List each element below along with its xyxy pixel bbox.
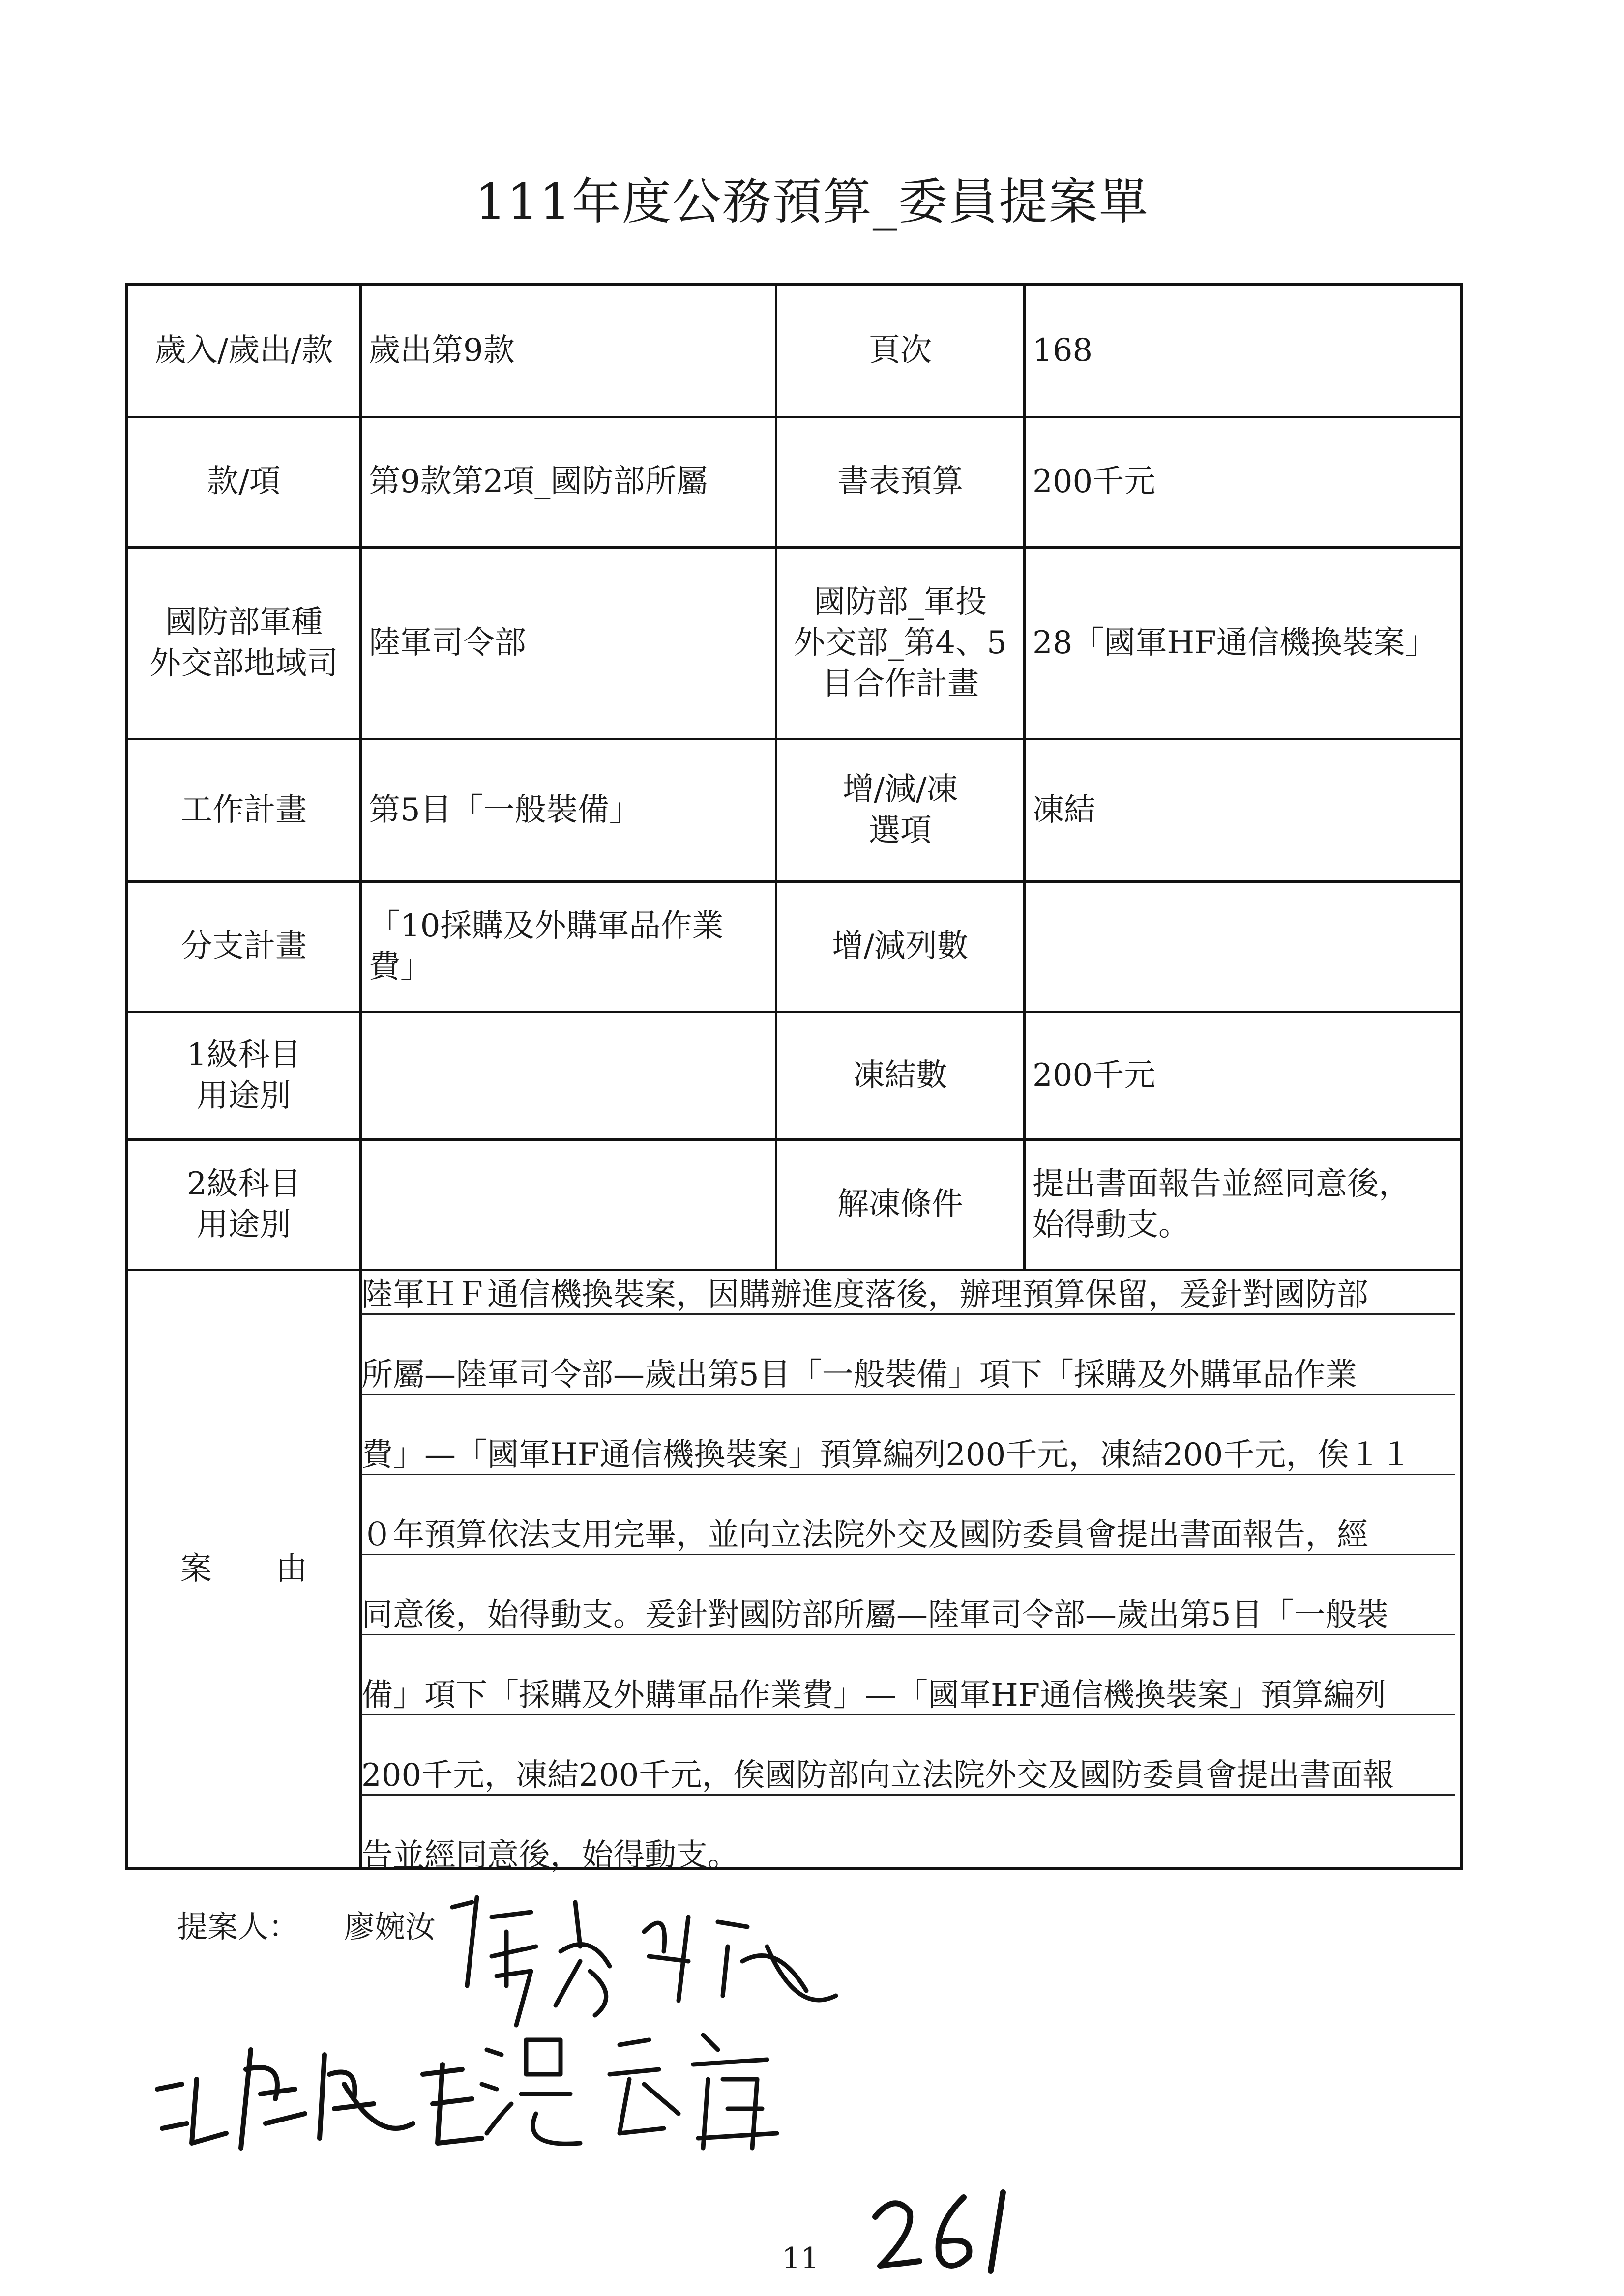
label-action-option: 增/減/凍 選項 bbox=[842, 771, 958, 849]
handwritten-number-image bbox=[865, 2182, 1023, 2281]
signature-2-image bbox=[148, 2015, 492, 2178]
reason-line: 費」—「國軍HF通信機換裝案」預算編列200千元，凍結200千元，俟１１ bbox=[361, 1437, 1412, 1473]
value-revenue-expenditure-section: 歲出第9款 bbox=[369, 332, 515, 369]
reason-line: 告並經同意後，始得動支。 bbox=[361, 1837, 739, 1874]
label-increase-decrease-amount: 增/減列數 bbox=[832, 928, 969, 965]
value-unfreeze-condition: 提出書面報告並經同意後， 始得動支。 bbox=[1033, 1165, 1410, 1243]
label-reason: 案 由 bbox=[180, 1550, 307, 1587]
value-section-item: 第9款第2項_國防部所屬 bbox=[369, 464, 708, 500]
label-book-budget: 書表預算 bbox=[837, 464, 963, 500]
label-cooperation-plan: 國防部_軍投 外交部_第4、5 目合作計畫 bbox=[794, 583, 1007, 702]
value-increase-decrease-amount bbox=[1026, 883, 1458, 1011]
label-military-branch: 國防部軍種 外交部地域司 bbox=[149, 604, 338, 682]
signature-3-image bbox=[472, 2020, 826, 2168]
value-branch-plan: 「10採購及外購軍品作業 費」 bbox=[369, 907, 724, 985]
signature-1-image bbox=[433, 1888, 856, 2035]
value-action-option: 凍結 bbox=[1033, 791, 1095, 828]
proposer-label: 提案人： bbox=[177, 1909, 299, 1945]
value-military-branch: 陸軍司令部 bbox=[369, 624, 526, 661]
reason-line: 所屬—陸軍司令部—歲出第5目「一般裝備」項下「採購及外購軍品作業 bbox=[361, 1357, 1357, 1393]
label-unfreeze-condition: 解凍條件 bbox=[837, 1186, 963, 1223]
reason-line: ０年預算依法支用完畢，並向立法院外交及國防委員會提出書面報告，經 bbox=[361, 1517, 1368, 1553]
value-frozen-amount: 200千元 bbox=[1033, 1057, 1156, 1094]
reason-line: 陸軍ＨＦ通信機換裝案，因購辦進度落後，辦理預算保留，爰針對國防部 bbox=[361, 1277, 1368, 1313]
value-level2-account bbox=[362, 1141, 775, 1269]
page-number: 11 bbox=[782, 2241, 820, 2276]
value-cooperation-plan: 28「國軍HF通信機換裝案」 bbox=[1033, 624, 1437, 661]
label-level1-account: 1級科目 用途別 bbox=[186, 1037, 301, 1114]
value-level1-account bbox=[362, 1013, 775, 1138]
label-work-plan: 工作計畫 bbox=[181, 791, 307, 828]
label-level2-account: 2級科目 用途別 bbox=[186, 1165, 301, 1243]
value-book-budget: 200千元 bbox=[1033, 464, 1156, 500]
document-title: 111年度公務預算_委員提案單 bbox=[475, 173, 1149, 231]
reason-line: 200千元，凍結200千元，俟國防部向立法院外交及國防委員會提出書面報 bbox=[361, 1757, 1394, 1794]
label-frozen-amount: 凍結數 bbox=[853, 1057, 947, 1094]
label-branch-plan: 分支計畫 bbox=[181, 928, 307, 965]
label-revenue-expenditure-section: 歲入/歲出/款 bbox=[154, 332, 333, 369]
value-page: 168 bbox=[1033, 332, 1093, 369]
reason-line: 備」項下「採購及外購軍品作業費」—「國軍HF通信機換裝案」預算編列 bbox=[361, 1677, 1387, 1714]
label-section-item: 款/項 bbox=[207, 464, 281, 500]
label-page: 頁次 bbox=[869, 332, 932, 369]
proposer-name: 廖婉汝 bbox=[344, 1909, 436, 1945]
reason-line: 同意後，始得動支。爰針對國防部所屬—陸軍司令部—歲出第5目「一般裝 bbox=[361, 1597, 1388, 1633]
value-work-plan: 第5目「一般裝備」 bbox=[369, 791, 641, 828]
